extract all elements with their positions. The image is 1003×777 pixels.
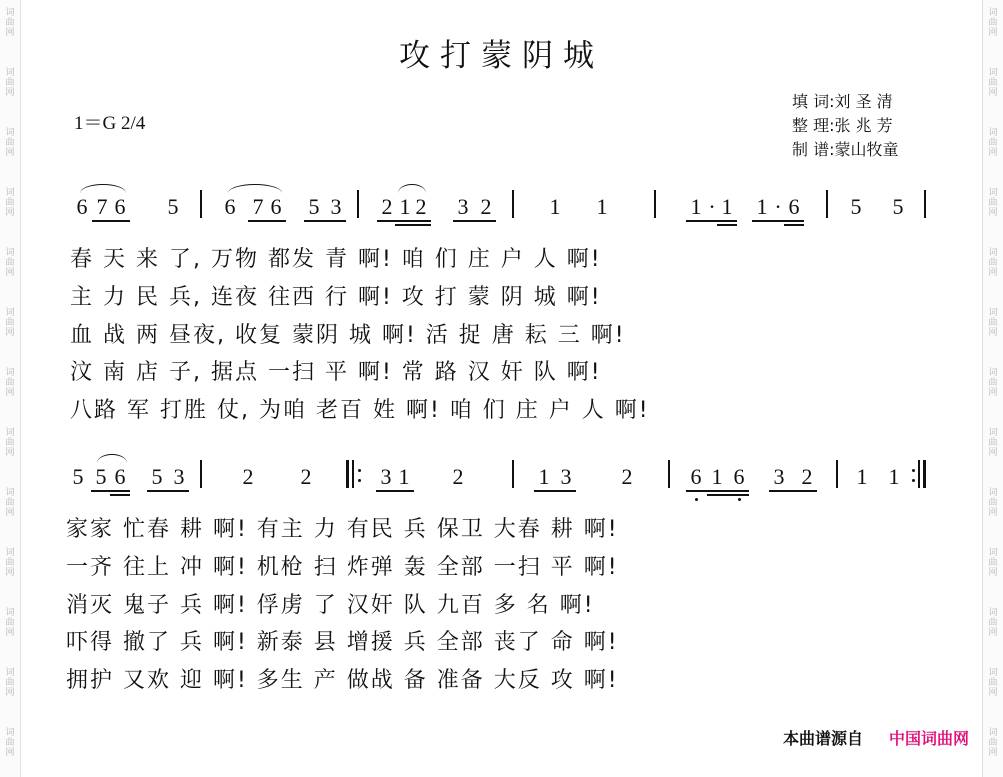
note: 5	[95, 464, 107, 489]
watermark-text: 词 曲 网	[5, 8, 15, 38]
slur	[80, 184, 126, 193]
beam	[686, 490, 749, 492]
barline	[512, 460, 514, 488]
right-watermark-strip	[982, 0, 1003, 777]
barline	[512, 190, 514, 218]
note: 3	[380, 464, 392, 489]
watermark-text: 词 曲 网	[5, 308, 15, 338]
note: 7	[252, 194, 264, 219]
note: 6	[788, 194, 800, 219]
watermark-text: 词 曲 网	[5, 128, 15, 158]
note: 1	[888, 464, 900, 489]
note: ·	[708, 194, 716, 219]
beam	[769, 490, 817, 492]
lyric-verse-2: 主 力 民 兵, 连夜 往西 行 啊! 攻 打 蒙 阴 城 啊!	[70, 285, 602, 310]
slur	[228, 184, 282, 193]
note: 2	[415, 194, 427, 219]
beam	[110, 494, 130, 496]
beam	[707, 494, 749, 496]
beam	[534, 490, 576, 492]
note: 1	[398, 464, 410, 489]
repeat-end-bar	[918, 460, 920, 488]
lyric-verse-4b: 吓得 撤了 兵 啊! 新泰 县 增援 兵 全部 丧了 命 啊!	[66, 630, 619, 655]
watermark-text: 词 曲 网	[5, 248, 15, 278]
note: 5	[72, 464, 84, 489]
note: 5	[308, 194, 320, 219]
repeat-dot	[358, 469, 361, 472]
beam	[304, 220, 346, 222]
lyric-verse-1: 春 天 来 了, 万物 都发 青 啊! 咱 们 庄 户 人 啊!	[70, 247, 602, 272]
lyric-verse-3b: 消灭 鬼子 兵 啊! 俘虏 了 汉奸 队 九百 多 名 啊!	[66, 593, 595, 618]
repeat-dot	[912, 469, 915, 472]
lyric-verse-5b: 拥护 又欢 迎 啊! 多生 产 做战 备 准备 大反 攻 啊!	[66, 668, 619, 693]
slur	[97, 454, 127, 463]
watermark-text: 词 曲 网	[5, 548, 15, 578]
watermark-text: 词 曲 网	[988, 668, 998, 698]
beam	[376, 490, 414, 492]
note: 3	[330, 194, 342, 219]
note: 2	[452, 464, 464, 489]
note: 2	[621, 464, 633, 489]
source-label: 本曲谱源自	[782, 729, 863, 748]
watermark-text: 词 曲 网	[5, 728, 15, 758]
beam	[453, 220, 496, 222]
barline	[654, 190, 656, 218]
note: 2	[300, 464, 312, 489]
watermark-text: 词 曲 网	[988, 128, 998, 158]
note: 3	[457, 194, 469, 219]
watermark-text: 词 曲 网	[988, 188, 998, 218]
slur	[398, 184, 426, 193]
note: 3	[560, 464, 572, 489]
repeat-dot	[358, 479, 361, 482]
watermark-text: 词 曲 网	[988, 308, 998, 338]
watermark-text: 词 曲 网	[5, 428, 15, 458]
credit-engraver: 制 谱:蒙山牧童	[792, 140, 899, 159]
watermark-text: 词 曲 网	[5, 368, 15, 398]
note: 5	[892, 194, 904, 219]
watermark-text: 词 曲 网	[988, 728, 998, 758]
note: 2	[480, 194, 492, 219]
barline	[924, 190, 926, 218]
note: 5	[167, 194, 179, 219]
watermark-text: 词 曲 网	[5, 188, 15, 218]
repeat-end-bar	[923, 460, 926, 488]
beam	[92, 220, 130, 222]
beam	[248, 220, 286, 222]
note: 1	[399, 194, 411, 219]
watermark-text: 词 曲 网	[988, 248, 998, 278]
beam	[717, 224, 737, 226]
note: 6	[114, 194, 126, 219]
watermark-text: 词 曲 网	[5, 68, 15, 98]
left-watermark-strip	[0, 0, 21, 777]
note: 6	[76, 194, 88, 219]
credits	[792, 90, 898, 162]
note: 1	[711, 464, 723, 489]
note: 1	[538, 464, 550, 489]
repeat-dot	[912, 479, 915, 482]
beam	[752, 220, 804, 222]
lyric-verse-1b: 家家 忙春 耕 啊! 有主 力 有民 兵 保卫 大春 耕 啊!	[66, 517, 619, 542]
note: 2	[242, 464, 254, 489]
barline	[357, 190, 359, 218]
note: 1	[856, 464, 868, 489]
barline	[200, 460, 202, 488]
note: 1	[596, 194, 608, 219]
watermark-text: 词 曲 网	[5, 608, 15, 638]
note: 6	[224, 194, 236, 219]
lyric-verse-2b: 一齐 往上 冲 啊! 机枪 扫 炸弹 轰 全部 一扫 平 啊!	[66, 555, 619, 580]
note: 5	[850, 194, 862, 219]
notation-line-1	[0, 194, 1003, 224]
note: 2	[801, 464, 813, 489]
credit-arranger: 整 理:张 兆 芳	[792, 116, 893, 135]
note: 3	[173, 464, 185, 489]
note: 1	[549, 194, 561, 219]
note: 1	[690, 194, 702, 219]
beam	[91, 490, 130, 492]
note: 2	[381, 194, 393, 219]
watermark-text: 词 曲 网	[988, 548, 998, 578]
note: 6	[690, 464, 702, 489]
note: 1	[721, 194, 733, 219]
note: 7	[96, 194, 108, 219]
octave-dot	[738, 498, 741, 501]
barline	[200, 190, 202, 218]
note: 5	[151, 464, 163, 489]
song-title: 攻打蒙阴城	[399, 38, 604, 74]
barline	[826, 190, 828, 218]
watermark-text: 词 曲 网	[988, 8, 998, 38]
note: 3	[773, 464, 785, 489]
lyric-verse-5: 八路 军 打胜 仗, 为咱 老百 姓 啊! 咱 们 庄 户 人 啊!	[70, 398, 650, 423]
barline	[668, 460, 670, 488]
key-signature: 1＝G 2/4	[74, 113, 146, 134]
credit-lyricist: 填 词:刘 圣 清	[792, 92, 893, 111]
note: 1	[756, 194, 768, 219]
beam	[377, 220, 431, 222]
note: 6	[733, 464, 745, 489]
note: 6	[114, 464, 126, 489]
lyric-verse-4: 汶 南 店 子, 据点 一扫 平 啊! 常 路 汉 奸 队 啊!	[70, 360, 602, 385]
watermark-text: 词 曲 网	[5, 668, 15, 698]
barline	[836, 460, 838, 488]
beam	[147, 490, 189, 492]
beam	[686, 220, 737, 222]
notation-line-2	[0, 464, 1003, 494]
lyric-verse-3: 血 战 两 昼夜, 收复 蒙阴 城 啊! 活 捉 唐 耘 三 啊!	[70, 323, 626, 348]
watermark-text: 词 曲 网	[988, 368, 998, 398]
watermark-text: 词 曲 网	[988, 428, 998, 458]
watermark-text: 词 曲 网	[5, 488, 15, 518]
repeat-start-bar	[352, 460, 354, 488]
note: ·	[774, 194, 782, 219]
site-name-link[interactable]: 中国词曲网	[888, 729, 969, 748]
beam	[395, 224, 431, 226]
repeat-start-bar	[346, 460, 349, 488]
watermark-text: 词 曲 网	[988, 488, 998, 518]
watermark-text: 词 曲 网	[988, 608, 998, 638]
octave-dot	[695, 498, 698, 501]
beam	[784, 224, 804, 226]
watermark-text: 词 曲 网	[988, 68, 998, 98]
note: 6	[270, 194, 282, 219]
